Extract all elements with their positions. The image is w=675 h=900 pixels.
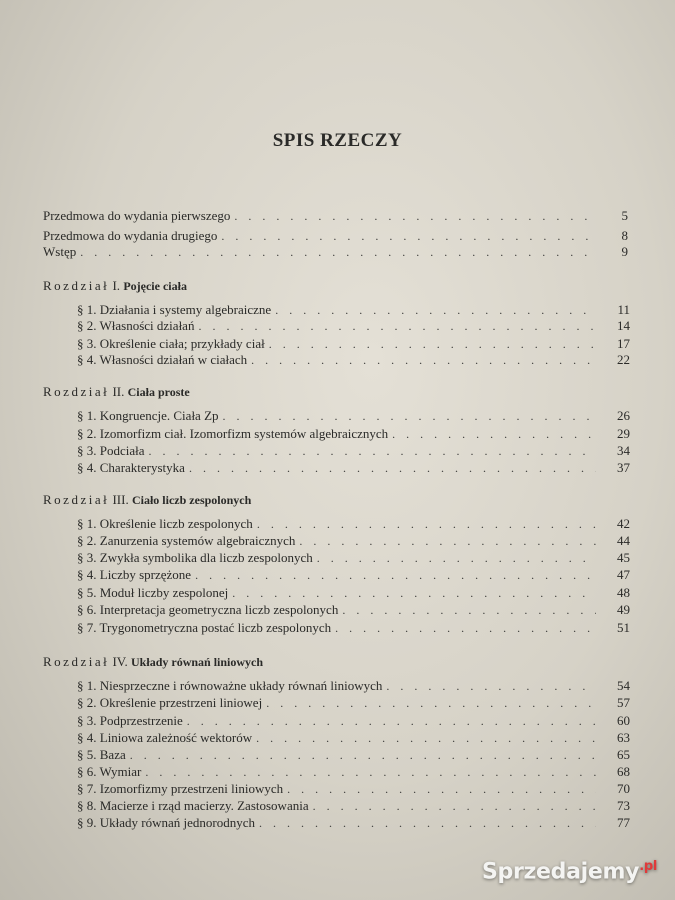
chapter-title: Pojęcie ciała <box>123 279 187 293</box>
leader-dots <box>386 678 596 694</box>
toc-entry-label: § 6. Wymiar <box>77 764 142 779</box>
toc-entry-page: 51 <box>617 620 630 635</box>
chapter-title: Ciała proste <box>127 385 190 399</box>
leader-dots <box>335 620 596 636</box>
leader-dots <box>287 781 596 797</box>
toc-entry <box>43 244 628 260</box>
leader-dots <box>342 602 596 618</box>
leader-dots <box>257 516 596 532</box>
leader-dots <box>269 336 596 352</box>
toc-entry-page: 26 <box>617 408 630 423</box>
chapter-title: Układy równań liniowych <box>131 655 264 669</box>
toc-entry <box>77 602 630 618</box>
toc-entry-label: § 3. Podprzestrzenie <box>77 713 183 728</box>
toc-entry-label: § 2. Zanurzenia systemów algebraicznych <box>77 533 296 548</box>
toc-entry-page: 65 <box>617 747 630 762</box>
watermark-logo <box>482 859 657 884</box>
toc-entry <box>77 713 630 729</box>
toc-entry-label: § 4. Własności działań w ciałach <box>77 352 248 367</box>
toc-entry <box>77 620 630 636</box>
leader-dots <box>187 713 596 729</box>
toc-entry-page: 49 <box>617 602 630 617</box>
toc-entry-page: 45 <box>617 550 630 565</box>
toc-entry-page: 70 <box>617 781 630 796</box>
toc-entry <box>77 730 630 746</box>
toc-entry-page: 44 <box>617 533 630 548</box>
toc-entry <box>77 516 630 532</box>
toc-entry-page: 47 <box>617 567 630 582</box>
toc-entry-label: § 2. Izomorfizm ciał. Izomorfizm systemów algebraicznych <box>77 426 389 441</box>
chapter-prefix: Rozdział <box>43 384 110 399</box>
chapter-heading <box>43 278 187 294</box>
toc-entry-page: 5 <box>621 208 628 223</box>
watermark-name: Sprzedajemy <box>481 859 640 884</box>
leader-dots <box>275 302 596 318</box>
toc-entry-page: 54 <box>617 678 630 693</box>
toc-entry <box>77 533 630 549</box>
toc-entry <box>77 426 630 442</box>
toc-entry-page: 42 <box>617 516 630 531</box>
toc-entry-label: § 5. Baza <box>77 747 126 762</box>
chapter-number: III. <box>112 492 129 507</box>
toc-entry-page: 34 <box>617 443 630 458</box>
chapter-number: IV. <box>112 654 128 669</box>
toc-entry <box>77 798 630 814</box>
leader-dots <box>145 764 596 780</box>
leader-dots <box>392 426 596 442</box>
leader-dots <box>313 798 596 814</box>
chapter-heading <box>43 384 190 400</box>
chapter-prefix: Rozdział <box>43 654 110 669</box>
leader-dots <box>195 567 596 583</box>
toc-entry <box>77 460 630 476</box>
toc-entry <box>77 302 630 318</box>
toc-entry-page: 73 <box>617 798 630 813</box>
toc-entry-label: § 7. Izomorfizmy przestrzeni liniowych <box>77 781 284 796</box>
leader-dots <box>198 318 596 334</box>
toc-entry-label: § 4. Charakterystyka <box>77 460 185 475</box>
toc-entry-page: 57 <box>617 695 630 710</box>
toc-entry-label: § 5. Moduł liczby zespolonej <box>77 585 229 600</box>
toc-entry-page: 48 <box>617 585 630 600</box>
leader-dots <box>80 244 594 260</box>
toc-entry-label: § 6. Interpretacja geometryczna liczb zespolonych <box>77 602 339 617</box>
toc-entry-label: § 9. Układy równań jednorodnych <box>77 815 255 830</box>
leader-dots <box>223 408 596 424</box>
toc-entry-page: 37 <box>617 460 630 475</box>
toc-entry-page: 68 <box>617 764 630 779</box>
toc-entry <box>77 408 630 424</box>
toc-entry-page: 8 <box>621 228 628 243</box>
leader-dots <box>130 747 596 763</box>
leader-dots <box>221 228 594 244</box>
leader-dots <box>234 208 594 224</box>
chapter-prefix: Rozdział <box>43 278 110 293</box>
leader-dots <box>189 460 596 476</box>
toc-entry <box>77 585 630 601</box>
toc-entry-page: 9 <box>621 244 628 259</box>
toc-entry <box>77 781 630 797</box>
chapter-heading <box>43 492 251 508</box>
toc-entry-label: § 3. Podciała <box>77 443 145 458</box>
toc-entry <box>77 678 630 694</box>
toc-entry-label: § 8. Macierze i rząd macierzy. Zastosowania <box>77 798 309 813</box>
toc-entry <box>77 747 630 763</box>
toc-entry <box>77 815 630 831</box>
toc-entry-page: 22 <box>617 352 630 367</box>
leader-dots <box>232 585 596 601</box>
toc-entry <box>77 318 630 334</box>
toc-entry-page: 29 <box>617 426 630 441</box>
chapter-heading <box>43 654 263 670</box>
toc-entry-label: § 2. Własności działań <box>77 318 195 333</box>
toc-entry <box>43 208 628 224</box>
leader-dots <box>251 352 596 368</box>
toc-entry-page: 17 <box>617 336 630 351</box>
toc-entry-label: § 1. Kongruencje. Ciała Zp <box>77 408 219 423</box>
watermark-suffix: .pl <box>639 858 657 874</box>
chapter-number: II. <box>112 384 125 399</box>
leader-dots <box>317 550 596 566</box>
toc-entry-page: 77 <box>617 815 630 830</box>
toc-entry <box>43 228 628 244</box>
toc-entry <box>77 695 630 711</box>
leader-dots <box>266 695 596 711</box>
toc-entry-label: § 2. Określenie przestrzeni liniowej <box>77 695 263 710</box>
toc-entry <box>77 550 630 566</box>
chapter-prefix: Rozdział <box>43 492 110 507</box>
toc-entry-page: 14 <box>617 318 630 333</box>
leader-dots <box>259 815 596 831</box>
leader-dots <box>149 443 596 459</box>
leader-dots <box>299 533 596 549</box>
toc-entry-label: § 1. Niesprzeczne i równoważne układy równań liniowych <box>77 678 383 693</box>
chapter-number: I. <box>112 278 121 293</box>
chapter-title: Ciało liczb zespolonych <box>131 493 252 507</box>
toc-entry <box>77 443 630 459</box>
toc-entry-label: § 3. Określenie ciała; przykłady ciał <box>77 336 265 351</box>
page-title: SPIS RZECZY <box>272 130 403 151</box>
toc-entry-label: § 7. Trygonometryczna postać liczb zespolonych <box>77 620 332 635</box>
toc-entry <box>77 567 630 583</box>
toc-entry <box>77 352 630 368</box>
toc-entry-label: § 4. Liniowa zależność wektorów <box>77 730 253 745</box>
toc-entry-page: 63 <box>617 730 630 745</box>
toc-entry <box>77 764 630 780</box>
toc-entry-page: 60 <box>617 713 630 728</box>
toc-entry-label: § 1. Działania i systemy algebraiczne <box>77 302 272 317</box>
toc-entry-label: Przedmowa do wydania drugiego <box>43 228 218 243</box>
leader-dots <box>256 730 596 746</box>
toc-entry-label: § 1. Określenie liczb zespolonych <box>77 516 253 531</box>
toc-entry <box>77 336 630 352</box>
toc-entry-page: 11 <box>617 302 630 317</box>
toc-entry-label: § 4. Liczby sprzężone <box>77 567 192 582</box>
toc-entry-label: § 3. Zwykła symbolika dla liczb zespolonych <box>77 550 313 565</box>
toc-entry-label: Wstęp <box>43 244 77 259</box>
toc-entry-label: Przedmowa do wydania pierwszego <box>43 208 231 223</box>
